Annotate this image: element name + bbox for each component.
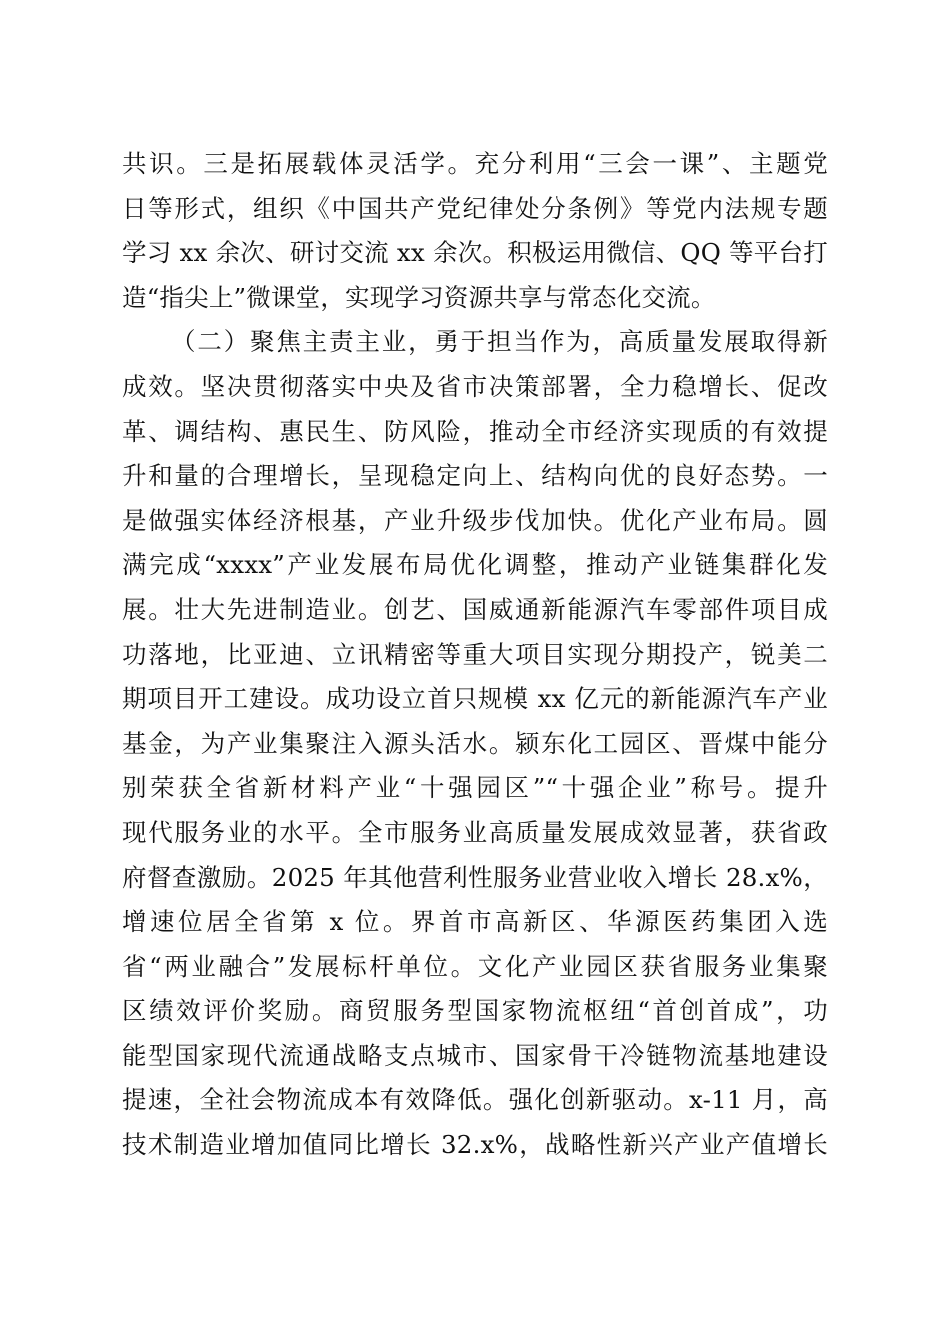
text-line: 期项目开工建设。成功设立首只规模 xx 亿元的新能源汽车产业 — [122, 684, 828, 714]
text-line: 日等形式，组织《中国共产党纪律处分条例》等党内法规专题 — [122, 193, 828, 223]
text-line: 基金，为产业集聚注入源头活水。颍东化工园区、晋煤中能分 — [122, 728, 828, 758]
text-line: 学习 xx 余次、研讨交流 xx 余次。积极运用微信、QQ 等平台打 — [122, 238, 828, 268]
text-line: 功落地，比亚迪、立讯精密等重大项目实现分期投产，锐美二 — [122, 639, 828, 669]
text-line: 府督查激励。2025 年其他营利性服务业营业收入增长 28.x%， — [122, 862, 828, 892]
text-line: 区绩效评价奖励。商贸服务型国家物流枢纽“首创首成”，功 — [122, 996, 828, 1026]
text-line: 成效。坚决贯彻落实中央及省市决策部署，全力稳增长、促改 — [122, 371, 828, 401]
section-heading-line: （二）聚焦主责主业，勇于担当作为，高质量发展取得新 — [171, 327, 828, 357]
text-line: 满完成“xxxx”产业发展布局优化调整，推动产业链集群化发 — [122, 550, 828, 580]
text-line: 革、调结构、惠民生、防风险，推动全市经济实现质的有效提 — [122, 416, 828, 446]
text-line: 省“两业融合”发展标杆单位。文化产业园区获省服务业集聚 — [122, 951, 828, 981]
text-line: 别荣获全省新材料产业“十强园区”“十强企业”称号。提升 — [122, 773, 828, 803]
text-line: 技术制造业增加值同比增长 32.x%，战略性新兴产业产值增长 — [122, 1130, 828, 1160]
text-line: 增速位居全省第 x 位。界首市高新区、华源医药集团入选 — [122, 907, 828, 937]
text-line: 是做强实体经济根基，产业升级步伐加快。优化产业布局。圆 — [122, 505, 828, 535]
text-line: 现代服务业的水平。全市服务业高质量发展成效显著，获省政 — [122, 817, 828, 847]
text-line: 提速，全社会物流成本有效降低。强化创新驱动。x-11 月，高 — [122, 1085, 828, 1115]
body-text — [122, 142, 828, 1168]
text-line: 造“指尖上”微课堂，实现学习资源共享与常态化交流。 — [122, 282, 716, 312]
text-line: 升和量的合理增长，呈现稳定向上、结构向优的良好态势。一 — [122, 461, 828, 491]
text-line: 展。壮大先进制造业。创艺、国威通新能源汽车零部件项目成 — [122, 594, 828, 624]
text-line: 能型国家现代流通战略支点城市、国家骨干冷链物流基地建设 — [122, 1040, 828, 1070]
text-line: 共识。三是拓展载体灵活学。充分利用“三会一课”、主题党 — [122, 149, 828, 178]
